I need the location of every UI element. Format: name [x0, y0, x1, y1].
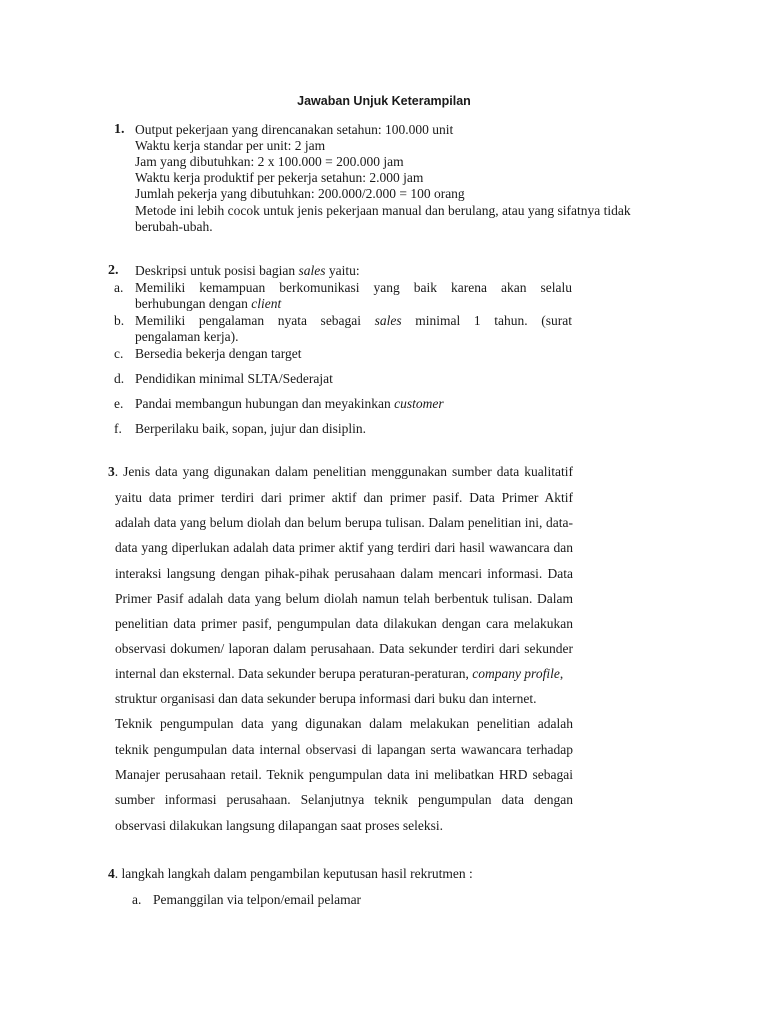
list-item-letter: a. — [132, 892, 142, 907]
section-3-line: Teknik pengumpulan data yang digunakan dalam melakukan penelitian adalah — [115, 716, 573, 731]
section-3-line: data yang diperlukan adalah data primer aktif yang terdiri dari hasil wawancara dan — [115, 540, 573, 555]
section-2-heading: Deskripsi untuk posisi bagian sales yaitu: — [135, 263, 360, 278]
section-3-line: penelitian data primer pasif, pengumpulan data dilakukan dengan cara melakukan — [115, 616, 573, 631]
list-item-letter: e. — [114, 396, 124, 411]
section-3-line: 3. Jenis data yang digunakan dalam penelitian menggunakan sumber data kualitatif — [108, 464, 573, 479]
list-item-text: Pemanggilan via telpon/email pelamar — [153, 892, 362, 907]
list-item-text: Bersedia bekerja dengan target — [135, 346, 302, 361]
list-item-text: Berperilaku baik, sopan, jujur dan disiplin. — [135, 421, 366, 436]
section-3-line: Manajer perusahaan retail. Teknik pengumpulan data ini melibatkan HRD sebagai — [115, 767, 573, 782]
section-1-line: Output pekerjaan yang direncanakan setahun: 100.000 unit — [135, 122, 454, 137]
list-item-letter: b. — [114, 313, 125, 328]
section-1-number: 1. — [114, 122, 125, 137]
section-3-line: interaksi langsung dengan pihak-pihak perusahaan dalam mencari informasi. Data — [115, 566, 573, 581]
section-3-line: adalah data yang belum diolah dan belum berupa tulisan. Dalam penelitian ini, data- — [115, 515, 573, 530]
section-3-number: 3 — [108, 464, 115, 479]
section-3-line: Primer Pasif adalah data yang belum diolah namun telah berbentuk tulisan. Dalam — [115, 591, 573, 606]
section-2-number: 2. — [108, 263, 119, 278]
list-item-letter: d. — [114, 371, 125, 386]
list-item-letter: f. — [114, 421, 122, 436]
section-3-line: yaitu data primer terdiri dari primer aktif dan primer pasif. Data Primer Aktif — [115, 490, 573, 505]
list-item-text: Pendidikan minimal SLTA/Sederajat — [135, 371, 333, 386]
section-1-line: Waktu kerja standar per unit: 2 jam — [135, 138, 326, 153]
section-3-line: internal dan eksternal. Data sekunder berupa peraturan-peraturan, company profile, — [115, 666, 564, 681]
list-item-text: berhubungan dengan client — [135, 296, 282, 311]
section-1-line: Metode ini lebih cocok untuk jenis pekerjaan manual dan berulang, atau yang sifatnya tidak — [135, 203, 631, 218]
section-3-line: sumber informasi perusahaan. Selanjutnya teknik pengumpulan data dengan — [115, 792, 573, 807]
section-1-line: Jumlah pekerja yang dibutuhkan: 200.000/2.000 = 100 orang — [135, 186, 465, 201]
section-3-line: observasi dilakukan langsung dilapangan saat proses seleksi. — [115, 818, 444, 833]
section-1-line: Waktu kerja produktif per pekerja setahun: 2.000 jam — [135, 170, 424, 185]
section-3-line: observasi dokumen/ laporan dalam perusahaan. Data sekunder terdiri dari sekunder — [115, 641, 573, 656]
section-3-line: struktur organisasi dan data sekunder berupa informasi dari buku dan internet. — [115, 691, 537, 706]
list-item-text: pengalaman kerja). — [135, 329, 239, 344]
list-item-text: Memiliki kemampuan berkomunikasi yang baik karena akan selalu — [135, 280, 572, 295]
section-1-line: Jam yang dibutuhkan: 2 x 100.000 = 200.000 jam — [135, 154, 404, 169]
section-4-line: 4. langkah langkah dalam pengambilan keputusan hasil rekrutmen : — [108, 866, 473, 881]
list-item-text: Memiliki pengalaman nyata sebagai sales minimal 1 tahun. (surat — [135, 313, 572, 328]
list-item-text: Pandai membangun hubungan dan meyakinkan customer — [135, 396, 444, 411]
section-3-line: teknik pengumpulan data internal observasi di lapangan serta wawancara terhadap — [115, 742, 573, 757]
section-4-number: 4 — [108, 866, 115, 881]
section-1-line: berubah-ubah. — [135, 219, 213, 234]
list-item-letter: a. — [114, 280, 124, 295]
list-item-letter: c. — [114, 346, 124, 361]
document-title: Jawaban Unjuk Keterampilan — [297, 94, 471, 108]
